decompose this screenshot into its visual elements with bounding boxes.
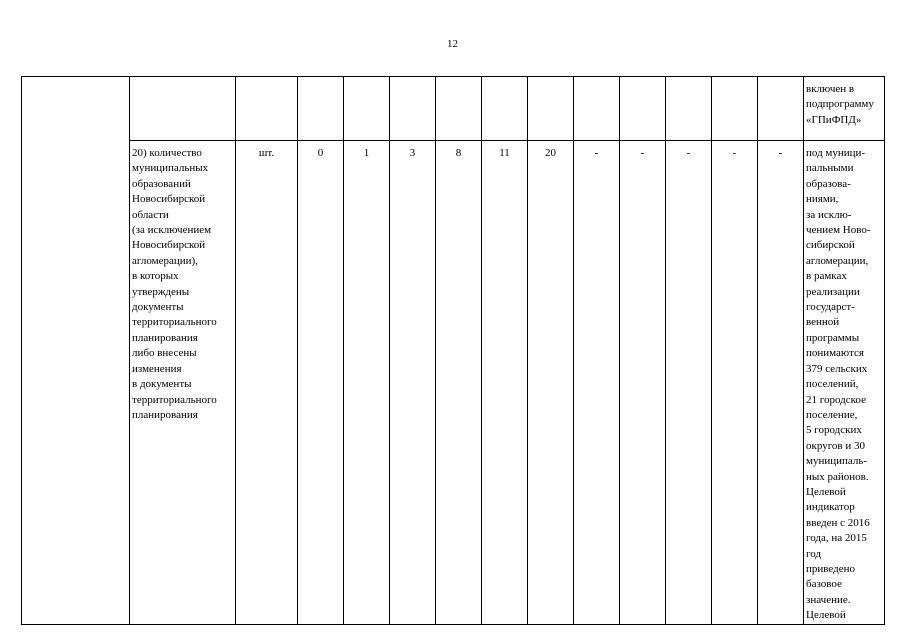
value-cell (390, 77, 436, 141)
value-cell: 0 (298, 141, 344, 625)
value-cell: 8 (436, 141, 482, 625)
value-cell (712, 77, 758, 141)
value-cell: 11 (482, 141, 528, 625)
value-cell (666, 77, 712, 141)
value-cell: 1 (344, 141, 390, 625)
value-cell: - (620, 141, 666, 625)
value-cell: - (574, 141, 620, 625)
page-number: 12 (447, 38, 458, 50)
indicators-table (21, 76, 885, 625)
indicator-cell: 20) количество муниципальных образований Новосибирской области (за исключением Новосибирской агломерации), в которых утверждены документы территориального планирования либо внесены изменения в документы территориального планирования (130, 141, 236, 625)
value-cell (298, 77, 344, 141)
value-cell (620, 77, 666, 141)
value-cell (528, 77, 574, 141)
table-row (22, 141, 885, 625)
note-cell: под муници- пальными образова- ниями, за исклю- чением Ново- сибирской агломерации, в рамках реализации государст- венной программы понимаются 379 сельских поселений, 21 городское поселение, 5 городских округов и 30 муниципаль- ных районов. Целевой индикатор введен с 2016 года, на 2015 год приведено базовое значение. Целевой (804, 141, 885, 625)
value-cell: 20 (528, 141, 574, 625)
unit-cell (236, 77, 298, 141)
value-cell (436, 77, 482, 141)
value-cell (482, 77, 528, 141)
value-cell: - (666, 141, 712, 625)
value-cell (344, 77, 390, 141)
value-cell (574, 77, 620, 141)
table-row (22, 77, 885, 141)
note-cell: включен в подпрограмму «ГПиФПД» (804, 77, 885, 141)
section-cell (22, 77, 130, 625)
value-cell (758, 77, 804, 141)
value-cell: - (712, 141, 758, 625)
indicator-cell (130, 77, 236, 141)
unit-cell: шт. (236, 141, 298, 625)
value-cell: - (758, 141, 804, 625)
value-cell: 3 (390, 141, 436, 625)
